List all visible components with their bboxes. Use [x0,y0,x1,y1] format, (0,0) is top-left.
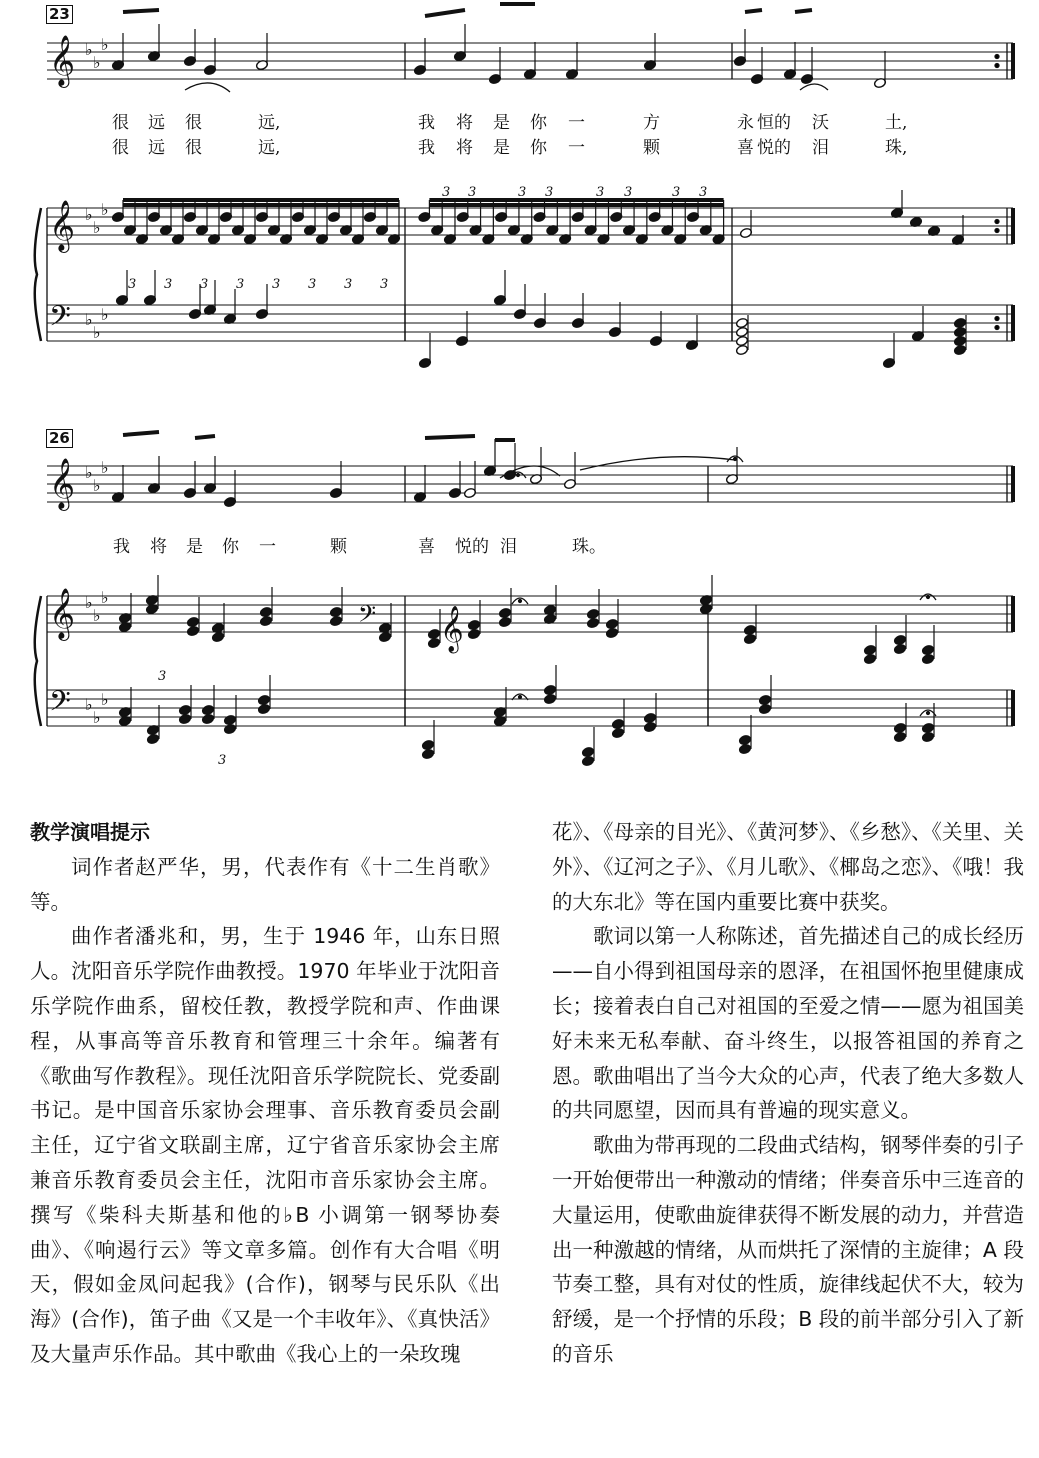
lyric: 很 [185,138,202,158]
treble-clef: 𝄞 [49,588,76,639]
bass-clef: 𝄢 [49,300,71,340]
triplet-mark: 3 [380,277,389,292]
note-head [201,704,214,715]
lyric: 你 [530,138,547,158]
lyric: 土, [885,113,908,133]
paragraph-lyricist: 词作者赵严华，男，代表作有《十二生肖歌》等。 [30,854,500,914]
note-head [178,704,191,715]
triplet-mark: 3 [468,185,477,200]
triplet-mark: 3 [596,185,605,200]
note-head [257,703,270,714]
lyric: 泪 [500,537,517,557]
flat-sign: ♭ [93,53,101,72]
lyric: 是 [493,113,510,133]
note-head [738,734,751,745]
note-head [223,714,236,725]
lyric: 沃 [812,113,829,133]
note-head [201,713,214,724]
triplet-mark: 3 [672,185,681,200]
note-head [257,694,270,705]
note-head [329,606,342,617]
repeat-dot [995,220,999,224]
note-head [735,326,748,337]
flat-sign: ♭ [85,593,93,612]
lyric: 恒的 [757,113,791,133]
note-head [743,633,756,644]
note-head [605,618,618,629]
triplet-mark: 3 [699,185,708,200]
note-head [378,631,391,642]
bass-clef: 𝄢 [49,685,71,725]
note-head [893,634,906,645]
triplet-mark: 3 [128,277,137,292]
slur [800,84,828,90]
note-head [467,619,480,630]
fermata-dot [518,599,521,602]
note-beam [123,432,159,435]
note-head [921,653,934,664]
note-head [498,607,511,618]
note-head [586,617,599,628]
paragraph-structure-analysis: 歌曲为带再现的二段曲式结构，钢琴伴奏的引子一开始便带出一种激动的情绪；伴奏音乐中三连音的大量运用，使歌曲旋律获得不断发展的动力，并营造出一种激越的情绪，从而烘托了深情的主旋律；A 段节奏工整，具有对仗的性质，旋律线起伏不大，较为舒缓，是一个抒情的乐段；B 段的前半部分引入了新的音乐 [552,1133,1024,1366]
note-head [893,731,906,742]
note-head [611,727,624,738]
note-beam [425,436,475,438]
note-head [146,733,159,744]
lyric: 远, [258,138,281,158]
note-head [498,616,511,627]
treble-clef: 𝄞 [49,200,76,251]
triplet-mark: 3 [344,277,353,292]
note-head [893,722,906,733]
grand-staff-brace [35,208,41,341]
paragraph-composer: 曲作者潘兆和，男，生于 1946 年，山东日照人。沈阳音乐学院作曲教授。1970 年毕业于沈阳音乐学院作曲系，留校任教，教授学院和声、作曲课程，从事高等音乐教育和管理三十余年。编著有《歌曲写作教程》。现任沈阳音乐学院院长、党委副书记。是中国音乐家协会理事、音乐教育委员会副主任，辽宁省文联副主席，辽宁省音乐家协会主席兼音乐教育委员会主任，沈阳市音乐家协会主席。撰写《柴科夫斯基和他的♭B 小调第一钢琴协奏曲》、《响遏行云》等文章多篇。创作有大合唱《明天，假如金凤问起我》(合作)，钢琴与民乐队《出海》(合作)，笛子曲《又是一个丰收年》、《真快活》及大量声乐作品。其中歌曲《我心上的一朵玫瑰 [30,924,500,1366]
lyric: 珠。 [572,537,606,557]
tie [580,457,735,470]
note-head [543,684,556,695]
lyric: 很 [112,113,129,133]
lyric: 颗 [643,138,660,158]
note-head [186,616,199,627]
lyric: 悦的 [757,138,791,158]
flat-sign: ♭ [93,218,101,237]
note-head [259,606,272,617]
flat-sign: ♭ [101,588,109,607]
flat-sign: ♭ [85,40,93,59]
note-head [421,748,434,759]
note-head [329,615,342,626]
flat-sign: ♭ [93,606,101,625]
note-head [758,694,771,705]
note-head [611,718,624,729]
triplet-mark: 3 [158,669,167,684]
note-head [178,713,191,724]
lyric: 很 [112,138,129,158]
lyric: 是 [186,537,203,557]
note-head [543,693,556,704]
fermata-dot [518,695,521,698]
treble-clef: 𝄞 [49,35,76,86]
lyric: 悦的 [455,537,489,557]
triplet-mark: 3 [272,277,281,292]
lyric: 将 [456,138,473,158]
lyric: 一 [259,537,276,557]
article-right-column [552,815,1024,1372]
grand-staff-brace [35,596,41,726]
lyric: 永 [737,113,754,133]
note-head [427,637,440,648]
note-head [586,608,599,619]
lyric: 将 [456,113,473,133]
lyric: 方 [643,113,660,133]
lyric: 你 [530,113,547,133]
triplet-mark: 3 [308,277,317,292]
triplet-mark: 3 [624,185,633,200]
flat-sign: ♭ [101,690,109,709]
note-head [758,703,771,714]
bass-clef: 𝄢 [358,600,377,633]
note-head [863,653,876,664]
triplet-mark: 3 [442,185,451,200]
flat-sign: ♭ [93,476,101,495]
lyric: 将 [150,537,167,557]
note-head [223,723,236,734]
measure-number-26: 26 [46,429,73,448]
note-head [953,326,966,337]
section-heading: 教学演唱提示 [30,820,150,844]
note-head [735,335,748,346]
flat-sign: ♭ [101,305,109,324]
fermata-dot [926,595,929,598]
lyric: 我 [418,113,435,133]
flat-sign: ♭ [85,695,93,714]
repeat-dot [995,229,999,233]
paragraph-lyrics-analysis: 歌词以第一人称陈述，首先描述自己的成长经历——自小得到祖国母亲的恩泽，在祖国怀抱里健康成长；接着表白自己对祖国的至爱之情——愿为祖国美好未来无私奉献、奋斗终生，以报答祖国的养育之恩。歌曲唱出了当今大众的心声，代表了绝大多数人的共同愿望，因而具有普遍的现实意义。 [552,924,1024,1123]
flat-sign: ♭ [93,323,101,342]
note-head [643,721,656,732]
note-head [953,317,966,328]
fermata-dot [926,711,929,714]
note-head [427,628,440,639]
note-head [643,712,656,723]
note-head [893,643,906,654]
note-head [605,627,618,638]
note-beam [795,10,812,12]
triplet-mark: 3 [218,753,227,768]
note-head [921,731,934,742]
triplet-mark: 3 [236,277,245,292]
note-head [735,344,748,355]
triplet-mark: 3 [518,185,527,200]
treble-clef: 𝄞 [440,606,464,652]
flat-sign: ♭ [101,458,109,477]
lyric: 远 [148,113,165,133]
lyric: 泪 [812,138,829,158]
note-head [581,755,594,766]
note-head [581,746,594,757]
lyric: 喜 [737,138,754,158]
fermata-dot [516,473,519,476]
triplet-mark: 3 [545,185,554,200]
lyric: 喜 [418,537,435,557]
note-head [921,644,934,655]
article-left-column [30,815,500,1372]
note-head [259,615,272,626]
lyric: 一 [568,113,585,133]
flat-sign: ♭ [85,463,93,482]
note-head [953,344,966,355]
treble-clef: 𝄞 [49,458,76,509]
flat-sign: ♭ [85,205,93,224]
lyric: 远, [258,113,281,133]
repeat-dot [995,55,999,59]
fermata-dot [733,457,736,460]
lyric: 我 [113,537,130,557]
repeat-dot [995,326,999,330]
flat-sign: ♭ [101,35,109,54]
lyric: 珠, [885,138,908,158]
note-head [738,743,751,754]
triplet-mark: 3 [200,277,209,292]
note-beam [425,10,465,16]
lyric: 一 [568,138,585,158]
triplet-mark: 3 [164,277,173,292]
note-head [921,722,934,733]
note-head [467,628,480,639]
lyric: 你 [222,537,239,557]
note-beam [123,10,159,12]
flat-sign: ♭ [93,708,101,727]
lyric: 是 [493,138,510,158]
slur [185,83,230,92]
lyric: 远 [148,138,165,158]
lyric: 我 [418,138,435,158]
lyric: 颗 [330,537,347,557]
paragraph-continuation: 花》、《母亲的目光》、《黄河梦》、《乡愁》、《关里、关外》、《辽河之子》、《月儿歌》、《椰岛之恋》、《哦！我的大东北》等在国内重要比赛中获奖。 [552,820,1024,914]
note-head [953,335,966,346]
repeat-dot [995,64,999,68]
measure-number-23: 23 [46,5,73,24]
note-beam [195,436,215,438]
note-head [735,317,748,328]
note-head [863,644,876,655]
flat-sign: ♭ [101,200,109,219]
note-beam [745,10,762,12]
note-head [211,631,224,642]
flat-sign: ♭ [85,310,93,329]
note-head [743,624,756,635]
repeat-dot [995,317,999,321]
note-head [421,739,434,750]
lyric: 很 [185,113,202,133]
note-head [186,625,199,636]
